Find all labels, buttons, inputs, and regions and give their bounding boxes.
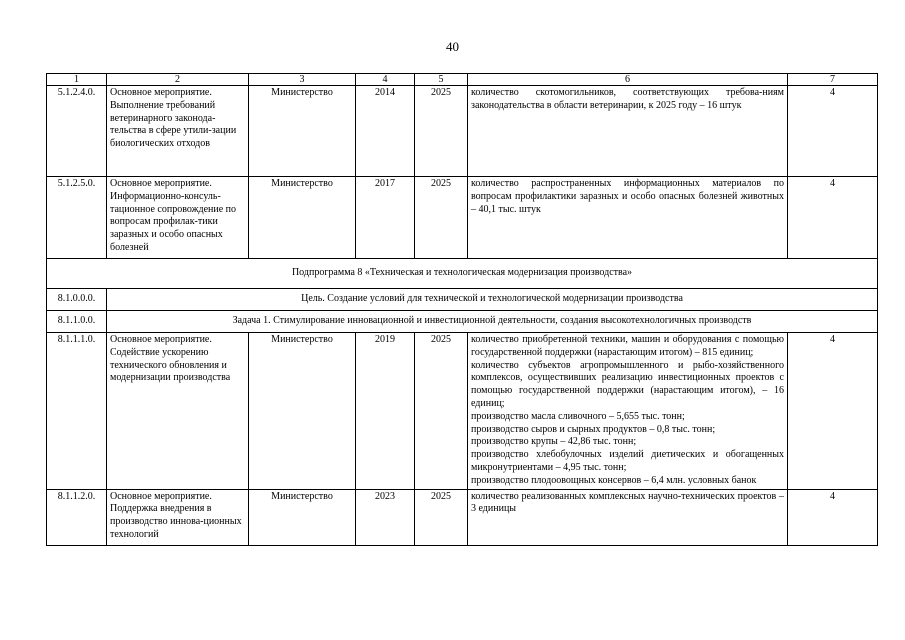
indicator-text: производство плодоовощных консервов – 6,4 млн. условных банок xyxy=(471,474,757,486)
goal-text: Цель. Создание условий для технической и технологической модернизации производства xyxy=(107,289,878,311)
indicator-text: количество приобретенной техники, машин и оборудования с помощью государственной поддержки (нарастающим итогом) – 815 единиц; xyxy=(471,334,784,358)
table-row xyxy=(47,86,878,177)
header-cell: 6 xyxy=(468,74,788,86)
row-col7: 4 xyxy=(788,489,878,545)
row-event: Основное мероприятие. Выполнение требований ветеринарного законода-тельства в сфере утили-зации биологических отходов xyxy=(107,86,249,177)
page-number: 40 xyxy=(446,39,459,54)
row-indicators xyxy=(468,86,788,177)
row-code: 8.1.1.1.0. xyxy=(47,333,107,490)
goal-row xyxy=(47,289,878,311)
indicator-text: количество реализованных комплексных научно-технических проектов – 3 единицы xyxy=(471,490,784,515)
indicator-text: количество скотомогильников, соответствующих требова-ниям законодательства в области ветеринарии, к 2025 году – 16 штук xyxy=(471,87,784,111)
row-indicators xyxy=(468,333,788,490)
indicator-text: производство крупы – 42,86 тыс. тонн; xyxy=(471,436,637,448)
subprogram-title: Подпрограмма 8 «Техническая и технологическая модернизация производства» xyxy=(47,259,878,289)
row-indicators xyxy=(468,177,788,259)
program-table xyxy=(46,73,878,546)
indicator-text: количество распространенных информационных материалов по вопросам профилактики заразных и особо опасных болезней животных – 40,1 тыс. штук xyxy=(471,178,784,215)
row-col7: 4 xyxy=(788,177,878,259)
row-end-year: 2025 xyxy=(415,177,468,259)
row-start-year: 2017 xyxy=(356,177,415,259)
row-end-year: 2025 xyxy=(415,489,468,545)
row-start-year: 2014 xyxy=(356,86,415,177)
row-indicators xyxy=(468,489,788,545)
row-end-year: 2025 xyxy=(415,333,468,490)
row-col7: 4 xyxy=(788,86,878,177)
header-cell: 7 xyxy=(788,74,878,86)
indicator-text: количество субъектов агропромышленного и рыбо-хозяйственного комплексов, осуществивших реализацию инвестиционных проектов с помощью государственной поддержки (нарастающим итогом), – 16 единиц; xyxy=(471,359,784,409)
row-end-year: 2025 xyxy=(415,86,468,177)
row-start-year: 2023 xyxy=(356,489,415,545)
task-code: 8.1.1.0.0. xyxy=(47,311,107,333)
task-row xyxy=(47,311,878,333)
row-executor: Министерство xyxy=(249,333,356,490)
goal-code: 8.1.0.0.0. xyxy=(47,289,107,311)
row-executor: Министерство xyxy=(249,489,356,545)
row-code: 8.1.1.2.0. xyxy=(47,489,107,545)
table-row xyxy=(47,489,878,545)
header-cell: 3 xyxy=(249,74,356,86)
header-row xyxy=(47,74,878,86)
row-executor: Министерство xyxy=(249,177,356,259)
row-col7: 4 xyxy=(788,333,878,490)
table-row xyxy=(47,177,878,259)
header-cell: 5 xyxy=(415,74,468,86)
row-event: Основное мероприятие. Содействие ускорению технического обновления и модернизации производства xyxy=(107,333,249,490)
row-event: Основное мероприятие. Поддержка внедрения в производство иннова-ционных технологий xyxy=(107,489,249,545)
subprogram-row xyxy=(47,259,878,289)
row-start-year: 2019 xyxy=(356,333,415,490)
task-text: Задача 1. Стимулирование инновационной и инвестиционной деятельности, создания высокотехнологичных производств xyxy=(107,311,878,333)
indicator-text: производство масла сливочного – 5,655 тыс. тонн; xyxy=(471,410,685,422)
row-code: 5.1.2.4.0. xyxy=(47,86,107,177)
header-cell: 4 xyxy=(356,74,415,86)
row-code: 5.1.2.5.0. xyxy=(47,177,107,259)
header-cell: 1 xyxy=(47,74,107,86)
header-cell: 2 xyxy=(107,74,249,86)
row-executor: Министерство xyxy=(249,86,356,177)
indicator-text: производство сыров и сырных продуктов – 0,8 тыс. тонн; xyxy=(471,423,716,435)
indicator-text: производство хлебобулочных изделий диетических и обогащенных микронутриентами – 4,95 тыс. тонн; xyxy=(471,449,784,473)
table-row xyxy=(47,333,878,490)
row-event: Основное мероприятие. Информационно-консуль-тационное сопровождение по вопросам профилак-тики заразных и особо опасных болезней xyxy=(107,177,249,259)
